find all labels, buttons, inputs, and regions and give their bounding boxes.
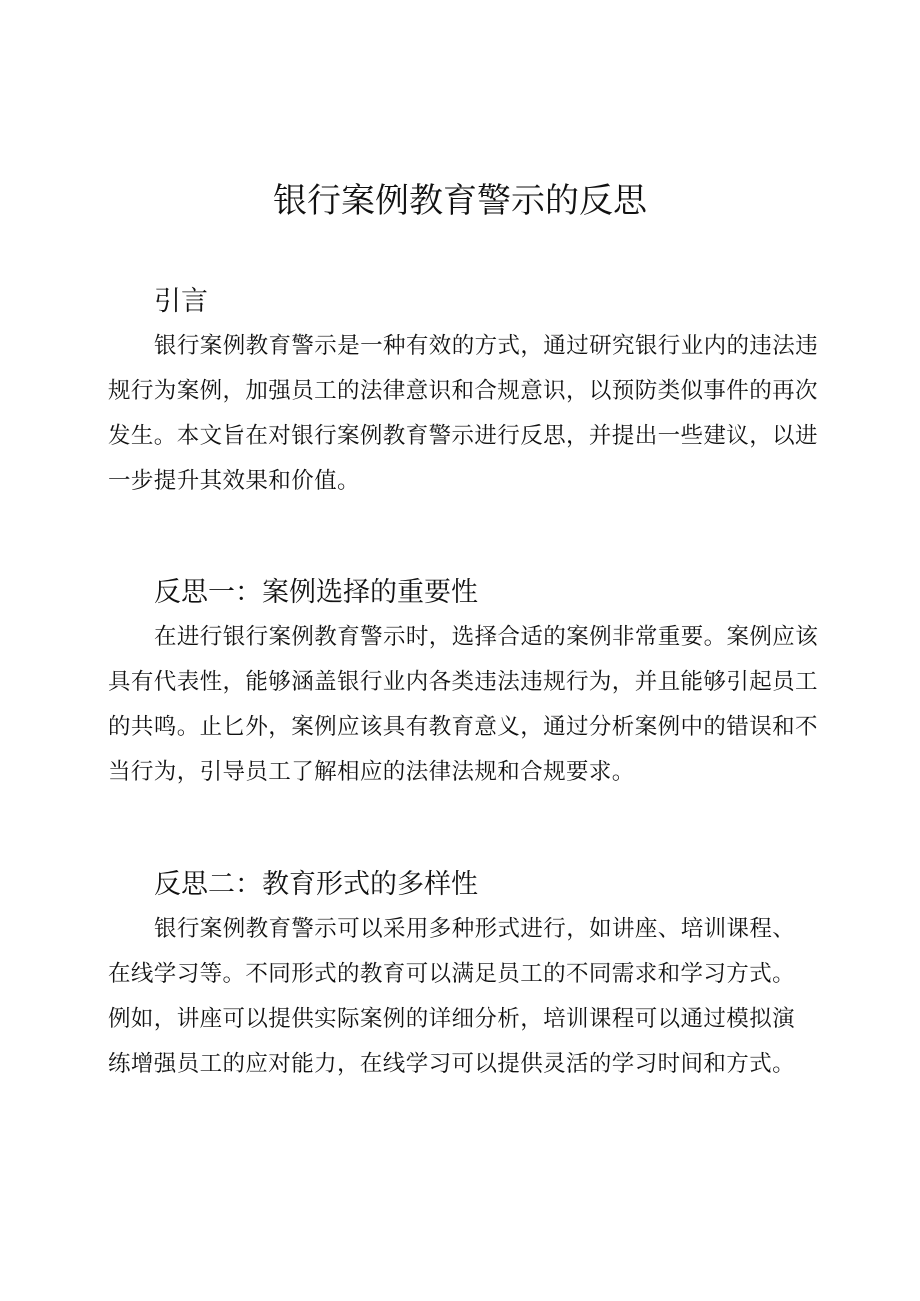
paragraph-line: 规行为案例，加强员工的法律意识和合规意识，以预防类似事件的再次 (108, 378, 818, 404)
paragraph-line: 的共鸣。止匕外，案例应该具有教育意义，通过分析案例中的错误和不 (108, 714, 818, 740)
paragraph-line: 一步提升其效果和价值。 (108, 468, 360, 494)
section-paragraph (108, 615, 824, 795)
paragraph-line: 例如，讲座可以提供实际案例的详细分析，培训课程可以通过模拟演 (108, 1006, 796, 1032)
paragraph-line: 发生。本文旨在对银行案例教育警示进行反思，并提出一些建议，以进 (108, 423, 818, 449)
document-title: 银行案例教育警示的反思 (273, 181, 647, 221)
paragraph-line: 银行案例教育警示可以采用多种形式进行，如讲座、培训课程、 (154, 916, 796, 942)
section-heading: 反思一：案例选择的重要性 (154, 577, 478, 608)
section-heading: 引言 (154, 286, 208, 317)
section-paragraph (108, 907, 824, 1087)
paragraph-line: 在线学习等。不同形式的教育可以满足员工的不同需求和学习方式。 (108, 961, 796, 987)
paragraph-line: 具有代表性，能够涵盖银行业内各类违法违规行为，并且能够引起员工 (108, 669, 818, 695)
section-reflection-two (108, 865, 824, 1087)
section-introduction (108, 282, 824, 504)
paragraph-line: 当行为，引导员工了解相应的法律法规和合规要求。 (108, 759, 635, 785)
paragraph-line: 练增强员工的应对能力，在线学习可以提供灵活的学习时间和方式。 (108, 1051, 796, 1077)
paragraph-line: 银行案例教育警示是一种有效的方式，通过研究银行业内的违法违 (154, 333, 819, 359)
paragraph-line: 在进行银行案例教育警示时，选择合适的案例非常重要。案例应该 (154, 624, 819, 650)
section-paragraph (108, 324, 824, 504)
section-heading: 反思二：教育形式的多样性 (154, 869, 478, 900)
section-reflection-one (108, 573, 824, 795)
